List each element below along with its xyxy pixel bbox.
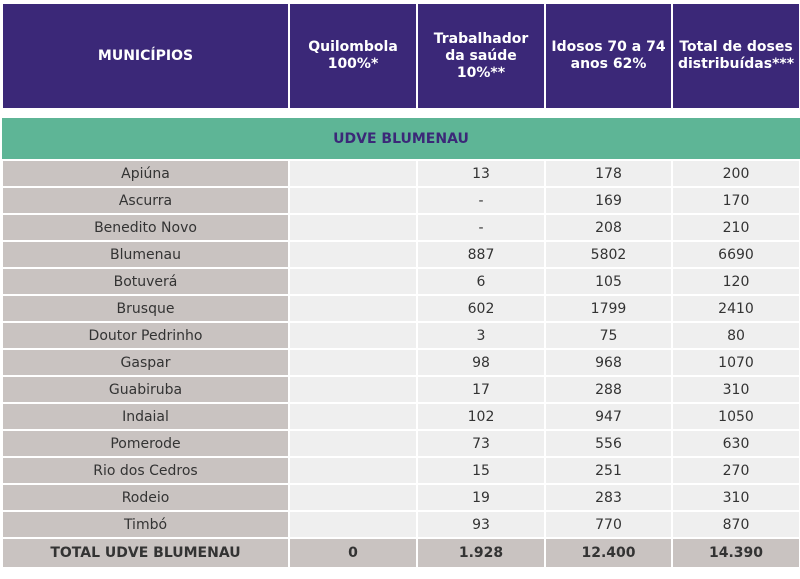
total-doses-value: 630 [672, 430, 800, 457]
quilombola-value [289, 457, 417, 484]
total-doses-value: 1070 [672, 349, 800, 376]
total-row [2, 538, 800, 568]
trabalhador-value: 3 [417, 322, 545, 349]
total-doses-value: 200 [672, 160, 800, 187]
idosos-value: 105 [545, 268, 672, 295]
table-row [2, 403, 800, 430]
table-row [2, 376, 800, 403]
idosos-value: 178 [545, 160, 672, 187]
municipio-name: Gaspar [2, 349, 289, 376]
trabalhador-value: - [417, 214, 545, 241]
trabalhador-value: 102 [417, 403, 545, 430]
total-label: TOTAL UDVE BLUMENAU [2, 538, 289, 568]
quilombola-value [289, 160, 417, 187]
trabalhador-value: 13 [417, 160, 545, 187]
total-doses-value: 310 [672, 484, 800, 511]
municipio-name: Apiúna [2, 160, 289, 187]
municipio-name: Indaial [2, 403, 289, 430]
region-row [2, 118, 800, 160]
total-doses-value: 2410 [672, 295, 800, 322]
municipio-name: Botuverá [2, 268, 289, 295]
total-trabalhador: 1.928 [417, 538, 545, 568]
trabalhador-value: 93 [417, 511, 545, 538]
header-quilombola: Quilombola 100%* [289, 3, 417, 109]
municipio-name: Timbó [2, 511, 289, 538]
trabalhador-value: 6 [417, 268, 545, 295]
idosos-value: 1799 [545, 295, 672, 322]
total-doses-value: 210 [672, 214, 800, 241]
total-doses-value: 120 [672, 268, 800, 295]
table-row [2, 484, 800, 511]
quilombola-value [289, 430, 417, 457]
table-row [2, 160, 800, 187]
table-row [2, 511, 800, 538]
trabalhador-value: 17 [417, 376, 545, 403]
idosos-value: 169 [545, 187, 672, 214]
total-doses-value: 170 [672, 187, 800, 214]
table-row [2, 241, 800, 268]
trabalhador-value: 887 [417, 241, 545, 268]
municipio-name: Rio dos Cedros [2, 457, 289, 484]
quilombola-value [289, 511, 417, 538]
idosos-value: 770 [545, 511, 672, 538]
table-row [2, 349, 800, 376]
idosos-value: 556 [545, 430, 672, 457]
total-doses-value: 310 [672, 376, 800, 403]
trabalhador-value: 98 [417, 349, 545, 376]
trabalhador-value: 602 [417, 295, 545, 322]
total-doses-value: 870 [672, 511, 800, 538]
header-trabalhador-saude: Trabalhador da saúde 10%** [417, 3, 545, 109]
region-title: UDVE BLUMENAU [2, 118, 800, 160]
total-doses-value: 80 [672, 322, 800, 349]
quilombola-value [289, 295, 417, 322]
total-doses: 14.390 [672, 538, 800, 568]
idosos-value: 288 [545, 376, 672, 403]
total-idosos: 12.400 [545, 538, 672, 568]
quilombola-value [289, 214, 417, 241]
table-header-row [2, 3, 800, 109]
idosos-value: 5802 [545, 241, 672, 268]
quilombola-value [289, 349, 417, 376]
municipio-name: Guabiruba [2, 376, 289, 403]
municipio-name: Ascurra [2, 187, 289, 214]
trabalhador-value: - [417, 187, 545, 214]
table-row [2, 430, 800, 457]
municipio-name: Pomerode [2, 430, 289, 457]
municipio-name: Rodeio [2, 484, 289, 511]
quilombola-value [289, 403, 417, 430]
quilombola-value [289, 376, 417, 403]
trabalhador-value: 19 [417, 484, 545, 511]
idosos-value: 947 [545, 403, 672, 430]
municipio-name: Blumenau [2, 241, 289, 268]
total-doses-value: 6690 [672, 241, 800, 268]
idosos-value: 283 [545, 484, 672, 511]
table-row [2, 268, 800, 295]
total-doses-value: 1050 [672, 403, 800, 430]
quilombola-value [289, 322, 417, 349]
quilombola-value [289, 268, 417, 295]
table-row [2, 214, 800, 241]
municipio-name: Brusque [2, 295, 289, 322]
table-row [2, 187, 800, 214]
vaccine-distribution-table [1, 2, 800, 569]
idosos-value: 251 [545, 457, 672, 484]
municipio-name: Benedito Novo [2, 214, 289, 241]
header-idosos: Idosos 70 a 74 anos 62% [545, 3, 672, 109]
trabalhador-value: 73 [417, 430, 545, 457]
header-municipios: MUNICÍPIOS [2, 3, 289, 109]
trabalhador-value: 15 [417, 457, 545, 484]
idosos-value: 75 [545, 322, 672, 349]
idosos-value: 968 [545, 349, 672, 376]
municipio-name: Doutor Pedrinho [2, 322, 289, 349]
quilombola-value [289, 484, 417, 511]
total-quilombola: 0 [289, 538, 417, 568]
quilombola-value [289, 241, 417, 268]
total-doses-value: 270 [672, 457, 800, 484]
table-row [2, 457, 800, 484]
quilombola-value [289, 187, 417, 214]
table-row [2, 322, 800, 349]
idosos-value: 208 [545, 214, 672, 241]
table-row [2, 295, 800, 322]
header-total-doses: Total de doses distribuídas*** [672, 3, 800, 109]
header-spacer [2, 109, 800, 118]
